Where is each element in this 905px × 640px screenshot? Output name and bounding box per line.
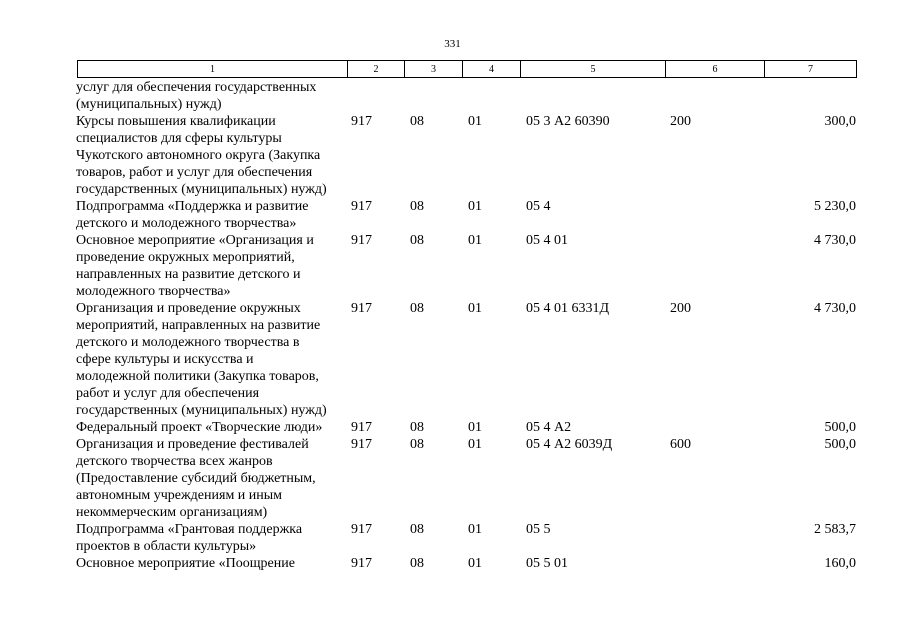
row-name: [76, 300, 348, 419]
row-name-line: молодежной политики (Закупка товаров,: [76, 369, 319, 384]
row-name-line: работ и услуг для обеспечения: [76, 386, 260, 401]
table-row: [0, 113, 905, 198]
row-subsection-code: 01: [468, 522, 482, 537]
row-target-article: 05 5: [526, 522, 551, 537]
row-target-article: 05 5 01: [526, 556, 568, 571]
row-name-line: товаров, работ и услуг для обеспечения: [76, 165, 313, 180]
row-subsection-code: 01: [468, 233, 482, 248]
row-subsection-code: 01: [468, 114, 482, 129]
row-amount: 300,0: [824, 114, 856, 129]
row-name-line: Курсы повышения квалификации: [76, 114, 276, 129]
row-ministry-code: 917: [351, 522, 372, 537]
row-ministry-code: 917: [351, 199, 372, 214]
row-ministry-code: 917: [351, 114, 372, 129]
column-number-header: [77, 60, 857, 78]
row-name-line: Подпрограмма «Поддержка и развитие: [76, 199, 309, 214]
row-section-code: 08: [410, 199, 424, 214]
row-name-line: (Предоставление субсидий бюджетным,: [76, 471, 316, 486]
row-name: [76, 436, 348, 521]
row-subsection-code: 01: [468, 301, 482, 316]
table-row: [0, 521, 905, 555]
row-name-line: Чукотского автономного округа (Закупка: [76, 148, 321, 163]
row-amount: 160,0: [824, 556, 856, 571]
row-name-line: мероприятий, направленных на развитие: [76, 318, 321, 333]
row-name-line: государственных (муниципальных) нужд): [76, 403, 327, 418]
row-name: [76, 198, 348, 232]
row-expense-type: 200: [670, 301, 691, 316]
row-name-line: специалистов для сферы культуры: [76, 131, 282, 146]
row-amount: 2 583,7: [814, 522, 856, 537]
row-name-line: сфере культуры и искусства и: [76, 352, 254, 367]
row-target-article: 05 4 А2: [526, 420, 572, 435]
row-name-line: Организация и проведение фестивалей: [76, 437, 309, 452]
row-name-line: проведение окружных мероприятий,: [76, 250, 295, 265]
row-target-article: 05 4: [526, 199, 551, 214]
row-name: [76, 113, 348, 198]
row-ministry-code: 917: [351, 420, 372, 435]
budget-table-body: [0, 79, 905, 572]
row-name-line: детского творчества всех жанров: [76, 454, 273, 469]
row-ministry-code: 917: [351, 556, 372, 571]
row-amount: 4 730,0: [814, 233, 856, 248]
row-target-article: 05 4 01 6331Д: [526, 301, 610, 316]
row-expense-type: 200: [670, 114, 691, 129]
row-name: [76, 555, 348, 572]
row-subsection-code: 01: [468, 556, 482, 571]
row-name-line: направленных на развитие детского и: [76, 267, 301, 282]
table-row: [0, 232, 905, 300]
row-amount: 500,0: [824, 420, 856, 435]
row-section-code: 08: [410, 437, 424, 452]
column-number-3: 3: [405, 61, 463, 78]
row-name-line: услуг для обеспечения государственных: [76, 80, 317, 95]
column-number-6: 6: [666, 61, 765, 78]
row-ministry-code: 917: [351, 233, 372, 248]
row-name-line: Организация и проведение окружных: [76, 301, 301, 316]
row-name-line: Основное мероприятие «Организация и: [76, 233, 314, 248]
row-expense-type: 600: [670, 437, 691, 452]
row-section-code: 08: [410, 556, 424, 571]
table-row: [0, 555, 905, 572]
row-target-article: 05 3 А2 60390: [526, 114, 610, 129]
row-amount: 500,0: [824, 437, 856, 452]
row-target-article: 05 4 А2 6039Д: [526, 437, 613, 452]
row-section-code: 08: [410, 233, 424, 248]
row-name: [76, 521, 348, 555]
page-number: 331: [444, 38, 461, 50]
row-name-line: государственных (муниципальных) нужд): [76, 182, 327, 197]
table-row: [0, 79, 905, 113]
row-name: [76, 419, 348, 436]
column-number-2: 2: [348, 61, 405, 78]
row-name-line: некоммерческим организациям): [76, 505, 268, 520]
row-section-code: 08: [410, 301, 424, 316]
column-number-4: 4: [463, 61, 521, 78]
row-name-line: детского и молодежного творчества в: [76, 335, 300, 350]
row-name: [76, 79, 348, 113]
row-name: [76, 232, 348, 300]
table-row: [0, 300, 905, 419]
row-name-line: Подпрограмма «Грантовая поддержка: [76, 522, 303, 537]
row-target-article: 05 4 01: [526, 233, 568, 248]
row-section-code: 08: [410, 522, 424, 537]
table-row: [0, 198, 905, 232]
row-name-line: молодежного творчества»: [76, 284, 231, 299]
column-number-1: 1: [78, 61, 348, 78]
row-subsection-code: 01: [468, 199, 482, 214]
column-number-5: 5: [521, 61, 666, 78]
row-ministry-code: 917: [351, 437, 372, 452]
table-row: [0, 436, 905, 521]
row-name-line: Федеральный проект «Творческие люди»: [76, 420, 323, 435]
row-ministry-code: 917: [351, 301, 372, 316]
row-name-line: автономным учреждениям и иным: [76, 488, 283, 503]
row-amount: 4 730,0: [814, 301, 856, 316]
row-name-line: (муниципальных) нужд): [76, 97, 222, 112]
row-amount: 5 230,0: [814, 199, 856, 214]
row-subsection-code: 01: [468, 420, 482, 435]
table-row: [0, 419, 905, 436]
row-name-line: Основное мероприятие «Поощрение: [76, 556, 295, 571]
row-section-code: 08: [410, 114, 424, 129]
row-name-line: детского и молодежного творчества»: [76, 216, 297, 231]
row-name-line: проектов в области культуры»: [76, 539, 257, 554]
column-number-7: 7: [765, 61, 857, 78]
row-subsection-code: 01: [468, 437, 482, 452]
row-section-code: 08: [410, 420, 424, 435]
